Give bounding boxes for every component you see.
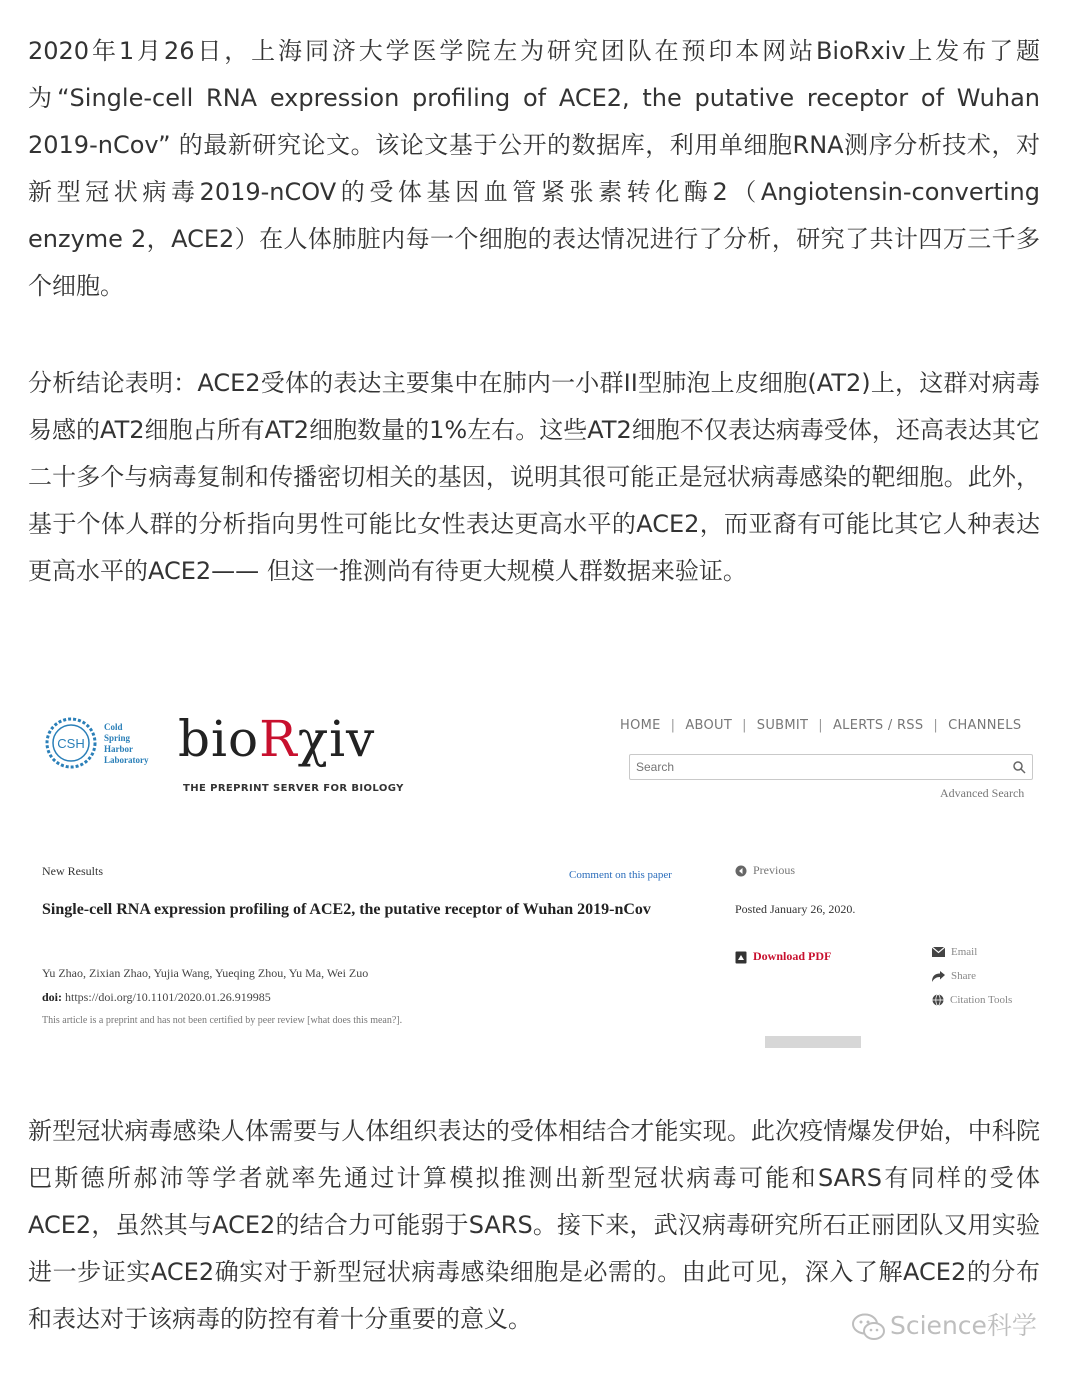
cshl-line: Harbor bbox=[104, 744, 133, 754]
biorxiv-tagline: THE PREPRINT SERVER FOR BIOLOGY bbox=[183, 783, 404, 794]
article-title: Single-cell RNA expression profiling of ACE2, the putative receptor of Wuhan 2019-nCov bbox=[42, 901, 651, 918]
nav-channels[interactable]: CHANNELS bbox=[948, 718, 1022, 733]
article-tools bbox=[932, 940, 1012, 1012]
cshl-line: Laboratory bbox=[104, 755, 149, 765]
cshl-badge-text: CSH bbox=[57, 736, 85, 751]
citation-tools-link[interactable] bbox=[932, 988, 1012, 1012]
nav-alerts-rss[interactable]: ALERTS / RSS bbox=[832, 718, 924, 733]
doi-link[interactable]: https://doi.org/10.1101/2020.01.26.919985 bbox=[65, 990, 271, 1004]
nav-submit[interactable]: SUBMIT bbox=[756, 718, 809, 733]
brand-suffix: χiv bbox=[297, 710, 376, 768]
share-icon bbox=[932, 971, 945, 982]
search-input[interactable] bbox=[634, 759, 998, 775]
advanced-search-link[interactable]: Advanced Search bbox=[940, 786, 1025, 800]
wechat-watermark bbox=[852, 1306, 1037, 1342]
brand-prefix: bio bbox=[178, 710, 260, 768]
download-pdf-button[interactable] bbox=[735, 949, 831, 964]
search-icon[interactable] bbox=[1012, 760, 1026, 774]
nav-about[interactable]: ABOUT bbox=[685, 718, 733, 733]
comment-link[interactable]: Comment on this paper bbox=[569, 869, 672, 881]
nav-divider: | bbox=[742, 718, 747, 733]
paragraph-findings: 分析结论表明：ACE2受体的表达主要集中在肺内一小群II型肺泡上皮细胞(AT2)上，这群对病毒易感的AT2细胞占所有AT2细胞数量的1%左右。这些AT2细胞不仅表达病毒受体，还高表达其它二十多个与病毒复制和传播密切相关的基因，说明其很可能正是冠状病毒感染的靶细胞。此外，基于个体人群的分析指向男性可能比女性表达更高水平的ACE2，而亚裔有可能比其它人种表达更高水平的ACE2—— 但这一推测尚有待更大规模人群数据来验证。 bbox=[28, 369, 1040, 585]
biorxiv-screenshot bbox=[28, 696, 1048, 1058]
email-link[interactable] bbox=[932, 940, 1012, 964]
email-label: Email bbox=[951, 946, 978, 958]
preprint-disclaimer: This article is a preprint and has not been certified by peer review [what does this mean?]. bbox=[42, 1015, 403, 1026]
cshl-line: Spring bbox=[104, 733, 131, 743]
article-doi bbox=[42, 990, 271, 1005]
nav-divider: | bbox=[933, 718, 939, 733]
cshl-logo-icon bbox=[44, 716, 98, 770]
cshl-line: Cold bbox=[104, 722, 123, 732]
article-authors: Yu Zhao, Zixian Zhao, Yujia Wang, Yueqing Zhou, Yu Ma, Wei Zuo bbox=[42, 966, 369, 980]
share-link[interactable] bbox=[932, 964, 1012, 988]
pdf-icon bbox=[735, 951, 747, 964]
biorxiv-logo[interactable] bbox=[178, 710, 375, 768]
nav-divider: | bbox=[818, 718, 823, 733]
download-pdf-label: Download PDF bbox=[753, 949, 832, 963]
nav-home[interactable]: HOME bbox=[620, 718, 661, 733]
wechat-icon bbox=[852, 1313, 886, 1341]
brand-r: R bbox=[259, 710, 298, 768]
paragraph-intro: 2020年1月26日，上海同济大学医学院左为研究团队在预印本网站BioRxiv上发布了题为“Single-cell RNA expression profiling of ACE2, the putative receptor of Wuhan 2019-nCov” 的最新研究论文。该论文基于公开的数据库，利用单细胞RNA测序分析技术，对新型冠状病毒2019-nCOV的受体基因血管紧张素转化酶2（Angiotensin-converting enzyme 2，ACE2）在人体肺脏内每一个细胞的表达情况进行了分析，研究了共计四万三千多个细胞。 bbox=[28, 37, 1040, 300]
globe-icon bbox=[932, 994, 944, 1006]
previous-label: Previous bbox=[753, 863, 795, 877]
previous-link[interactable] bbox=[735, 863, 795, 878]
email-icon bbox=[932, 947, 945, 957]
previous-icon bbox=[735, 865, 747, 877]
doi-label: doi: bbox=[42, 990, 63, 1004]
citation-tools-label: Citation Tools bbox=[950, 994, 1013, 1006]
new-results-label: New Results bbox=[42, 864, 103, 878]
cropped-widget-bar bbox=[765, 1036, 861, 1048]
nav-divider: | bbox=[670, 718, 676, 733]
paragraph-significance: 新型冠状病毒感染人体需要与人体组织表达的受体相结合才能实现。此次疫情爆发伊始，中科院巴斯德所郝沛等学者就率先通过计算模拟推测出新型冠状病毒可能和SARS有同样的受体ACE2，虽然其与ACE2的结合力可能弱于SARS。接下来，武汉病毒研究所石正丽团队又用实验进一步证实ACE2确实对于新型冠状病毒感染细胞是必需的。由此可见，深入了解ACE2的分布和表达对于该病毒的防控有着十分重要的意义。 bbox=[28, 1117, 1040, 1333]
top-nav bbox=[620, 718, 1021, 733]
posted-date: Posted January 26, 2020. bbox=[735, 902, 856, 916]
share-label: Share bbox=[951, 970, 977, 982]
search-box bbox=[629, 754, 1033, 780]
cshl-wordmark bbox=[104, 722, 149, 766]
watermark-text: Science科学 bbox=[890, 1311, 1037, 1340]
